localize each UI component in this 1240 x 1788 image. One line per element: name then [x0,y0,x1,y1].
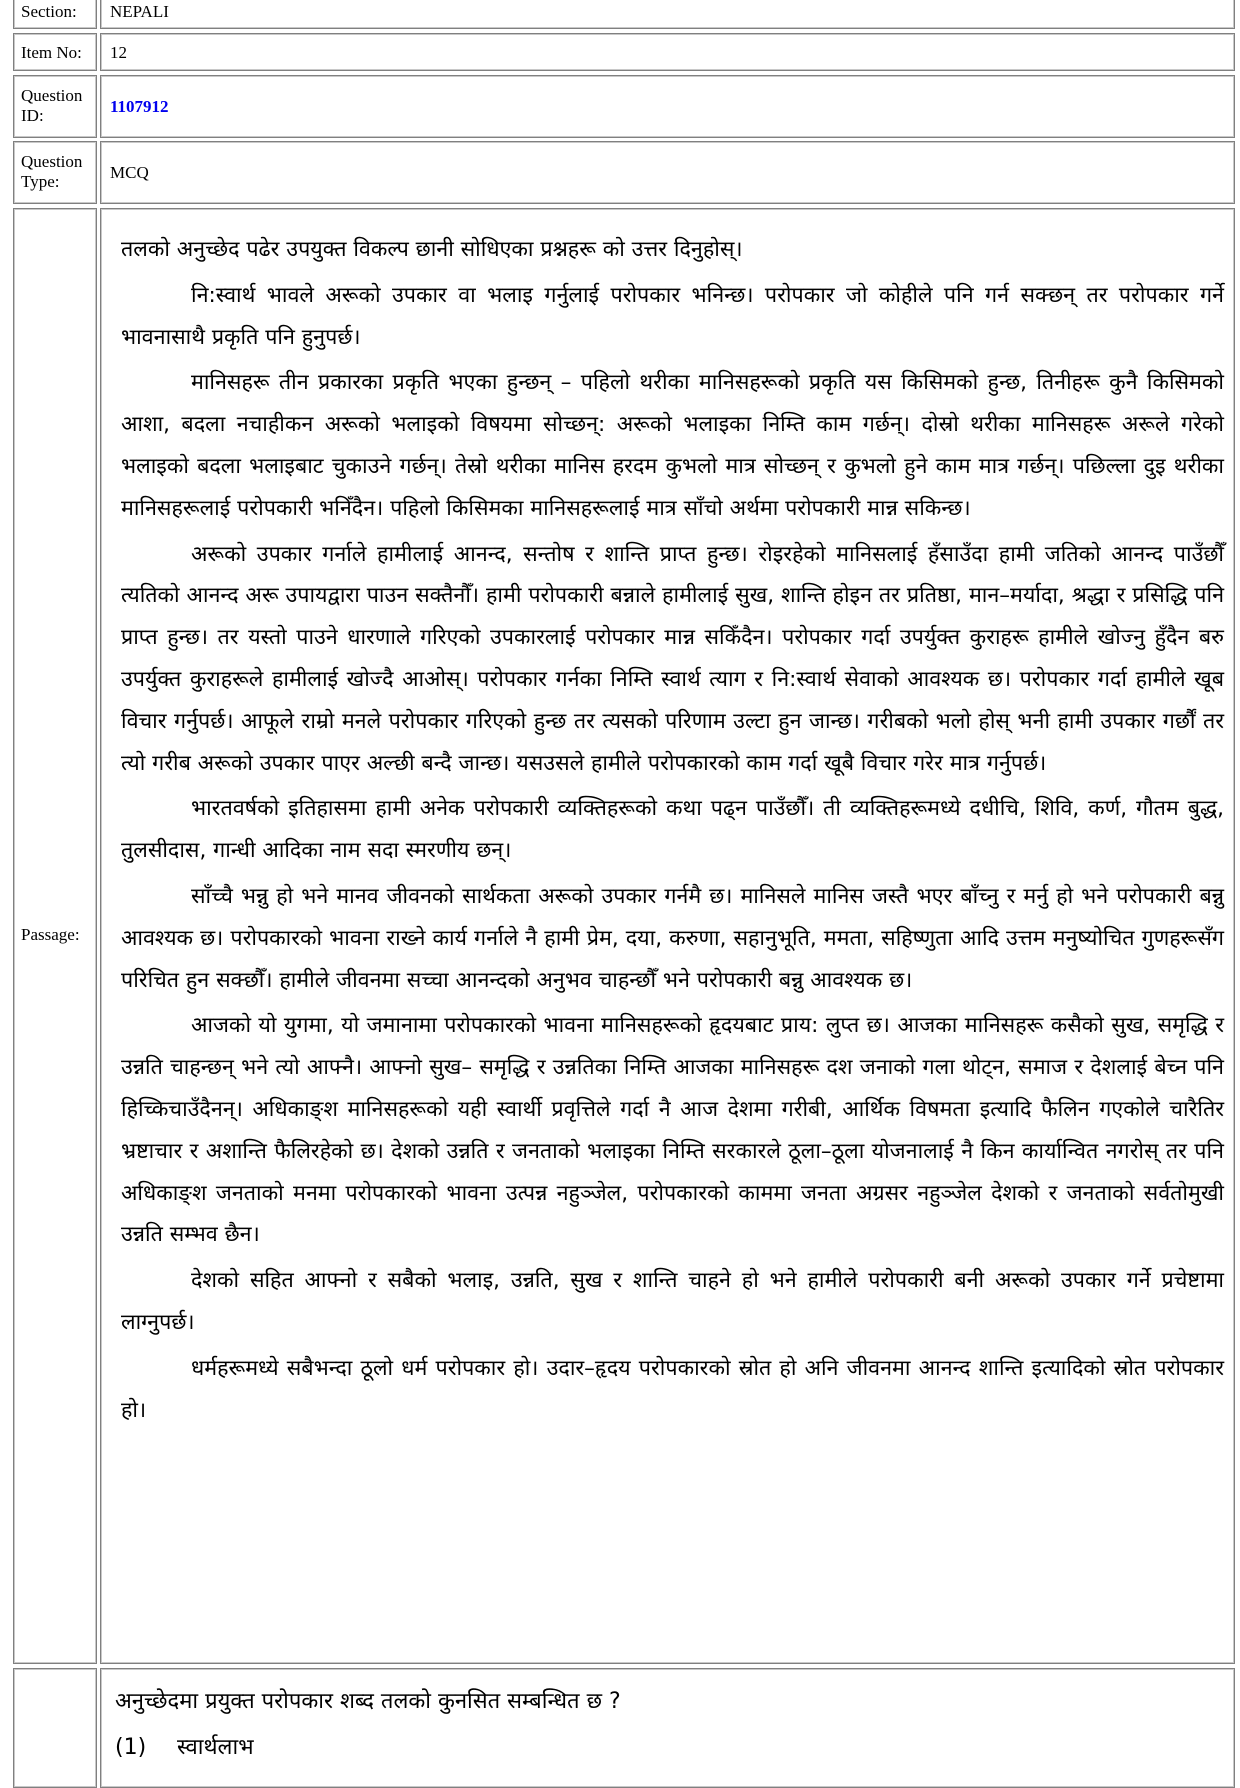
question-type-label-cell [13,141,97,204]
section-row [13,0,1235,29]
question-text: अनुच्छेदमा प्रयुक्त परोपकार शब्द तलको कुनसित सम्बन्धित छ ? [115,1689,621,1714]
passage-label-cell [13,208,97,1664]
question-value-cell [100,1668,1235,1788]
passage-paragraph: अरूको उपकार गर्नाले हामीलाई आनन्द, सन्तोष र शान्ति प्राप्त हुन्छ। रोइरहेको मानिसलाई हँसाउँदा हामी जतिको आनन्द पाउँछौँ त्यतिको आनन्द अरू उपायद्वारा पाउन सक्तैनौँ। हामी परोपकारी बन्नाले हामीलाई सुख, शान्ति होइन तर प्रतिष्ठा, मान–मर्यादा, श्रद्धा र प्रसिद्धि पनि प्राप्त हुन्छ। तर यस्तो पाउने धारणाले गरिएको उपकारलाई परोपकार मान्न सकिँदैन। परोपकार गर्दा उपर्युक्त कुराहरू हामीले खोज्नु हुँदैन बरु उपर्युक्त कुराहरूले हामीलाई खोज्दै आओस्। परोपकार गर्नका निम्ति स्वार्थ त्याग र नि:स्वार्थ सेवाको आवश्यक छ। परोपकार गर्दा हामीले खूब विचार गर्नुपर्छ। आफूले राम्रो मनले परोपकार गरिएको हुन्छ तर त्यसको परिणाम उल्टा हुन जान्छ। गरीबको भलो होस् भनी हामी उपकार गर्छौं तर त्यो गरीब अरूको उपकार पाएर अल्छी बन्दै जान्छ। यसउसले हामीले परोपकारको काम गर्दा खूबै विचार गरेर मात्र गर्नुपर्छ। [121,541,1224,776]
passage-paragraph: आजको यो युगमा, यो जमानामा परोपकारको भावना मानिसहरूको हृदयबाट प्राय: लुप्त छ। आजका मानिसहरू कसैको सुख, समृद्धि र उन्नति चाहन्छन् भने त्यो आफ्नै। आफ्नो सुख– समृद्धि र उन्नतिका निम्ति आजका मानिसहरू दश जनाको गला थोट्न, समाज र देशलाई बेच्न पनि हिच्किचाउँदैनन्। अधिकाङ्श मानिसहरूको यही स्वार्थी प्रवृत्तिले गर्दा नै आज देशमा गरीबी, आर्थिक विषमता इत्यादि फैलिन गएकोले चारैतिर भ्रष्टाचार र अशान्ति फैलिरहेको छ। देशको उन्नति र जनताको भलाइका निम्ति सरकारले ठूला–ठूला योजनालाई नै किन कार्यान्वित नगरोस् तर पनि अधिकाङ्श जनताको मनमा परोपकारको भावना उत्पन्न नहुञ्जेल, परोपकारको काममा जनता अग्रसर नहुञ्जेल देशको र जनताको सर्वतोमुखी उन्नति सम्भव छैन। [121,1013,1224,1248]
passage-paragraph: नि:स्वार्थ भावले अरूको उपकार वा भलाइ गर्नुलाई परोपकार भनिन्छ। परोपकार जो कोहीले पनि गर्न सक्छन् तर परोपकार गर्ने भावनासाथै प्रकृति पनि हुनुपर्छ। [121,282,1224,350]
item-no-label: Item No: [21,43,82,62]
question-type-value: MCQ [110,163,149,182]
passage-row [13,208,1235,1664]
question-type-label [21,152,82,192]
option-1-number: (1) [115,1735,147,1760]
question-type-value-cell [100,141,1235,204]
item-no-row [13,33,1235,71]
question-id-value: 1107912 [110,97,169,116]
passage-text [121,229,1224,1431]
option-1-text: स्वार्थलाभ [177,1735,254,1760]
question-type-label-line1: Question [21,152,83,171]
question-type-label-line2: Type: [21,172,60,191]
item-no-value-cell [100,33,1235,71]
question-id-value-cell [100,75,1235,138]
passage-value-cell [100,208,1235,1664]
passage-paragraph: देशको सहित आफ्नो र सबैको भलाइ, उन्नति, सुख र शान्ति चाहने हो भने हामीले परोपकारी बनी अरूको उपकार गर्ने प्रचेष्टामा लाग्नुपर्छ। [121,1268,1224,1335]
question-label-cell [13,1668,97,1788]
question-id-label [21,86,82,126]
item-no-value: 12 [110,43,127,62]
passage-paragraph: भारतवर्षको इतिहासमा हामी अनेक परोपकारी व्यक्तिहरूको कथा पढ्न पाउँछौँ। ती व्यक्तिहरूमध्ये दधीचि, शिवि, कर्ण, गौतम बुद्ध, तुलसीदास, गान्धी आदिका नाम सदा स्मरणीय छन्। [121,796,1224,864]
question-row [13,1668,1235,1788]
passage-paragraph: मानिसहरू तीन प्रकारका प्रकृति भएका हुन्छन् – पहिलो थरीका मानिसहरूको प्रकृति यस किसिमको हुन्छ, तिनीहरू कुनै किसिमको आशा, बदला नचाहीकन अरूको भलाइको विषयमा सोच्छन्: अरूको भलाइका निम्ति काम गर्छन्। दोस्रो थरीका मानिसहरू अरूले गरेको भलाइको बदला भलाइबाट चुकाउने गर्छन्। तेस्रो थरीका मानिस हरदम कुभलो मात्र सोच्छन् र कुभलो हुने काम मात्र गर्छन्। पछिल्ला दुइ थरीका मानिसहरूलाई परोपकारी भनिँदैन। पहिलो किसिमका मानिसहरूलाई मात्र साँचो अर्थमा परोपकारी मान्न सकिन्छ। [121,370,1224,521]
passage-paragraph: साँच्चै भन्नु हो भने मानव जीवनको सार्थकता अरूको उपकार गर्नमै छ। मानिसले मानिस जस्तै भएर बाँच्नु र मर्नु हो भने परोपकारी बन्नु आवश्यक छ। परोपकारको भावना राख्ने कार्य गर्नाले नै हामी प्रेम, दया, करुणा, सहानुभूति, ममता, सहिष्णुता आदि उत्तम मनुष्योचित गुणहरूसँग परिचित हुन सक्छौँ। हामीले जीवनमा सच्चा आनन्दको अनुभव चाहन्छौँ भने परोपकारी बन्नु आवश्यक छ। [121,883,1224,993]
passage-instruction: तलको अनुच्छेद पढेर उपयुक्त विकल्प छानी सोधिएका प्रश्नहरू को उत्तर दिनुहोस्। [121,237,743,262]
section-value-cell [100,0,1235,29]
question-id-label-cell [13,75,97,138]
option-1[interactable] [115,1733,254,1763]
passage-paragraph: धर्महरूमध्ये सबैभन्दा ठूलो धर्म परोपकार हो। उदार–हृदय परोपकारको स्रोत हो अनि जीवनमा आनन्द शान्ति इत्यादिको स्रोत परोपकार हो। [121,1355,1224,1423]
item-no-label-cell [13,33,97,71]
question-id-row [13,75,1235,138]
question-type-row [13,141,1235,204]
question-id-label-line2: ID: [21,106,44,125]
section-label-cell [13,0,97,29]
section-label: Section: [21,2,77,21]
passage-label: Passage: [21,925,80,944]
section-value: NEPALI [110,2,169,21]
question-id-label-line1: Question [21,86,83,105]
